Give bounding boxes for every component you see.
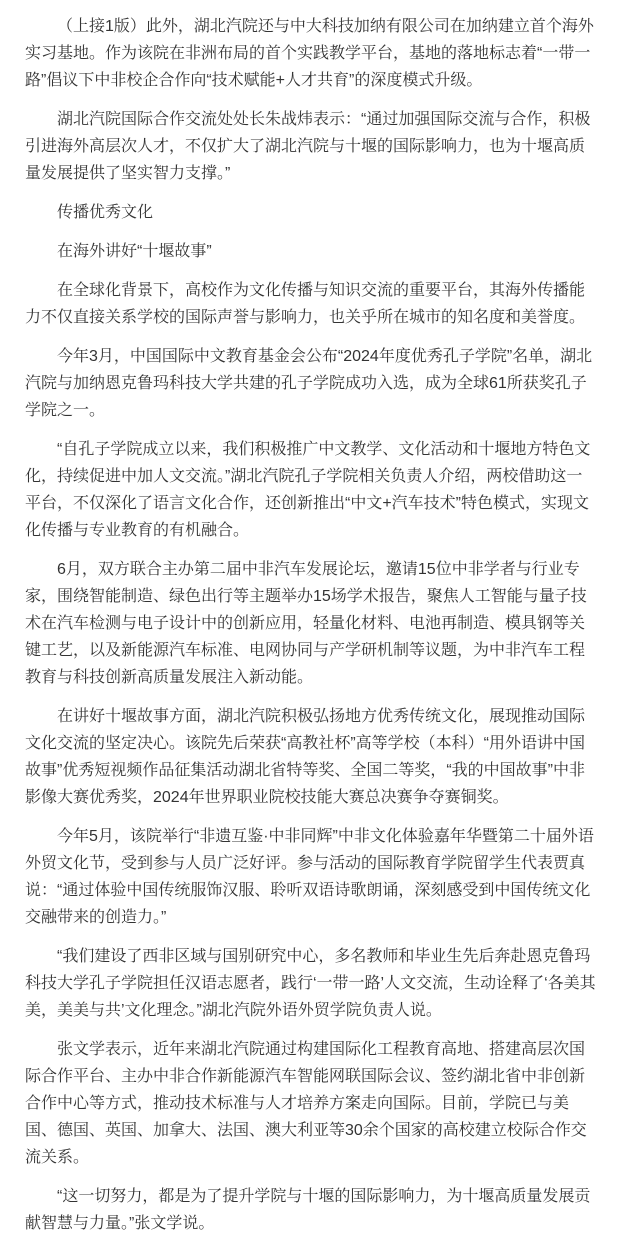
article-paragraph: “我们建设了西非区域与国别研究中心，多名教师和毕业生先后奔赴恩克鲁玛科技大学孔子学院担任汉语志愿者，践行‘一带一路’人文交流，生动诠释了‘各美其美，美美与共’文化理念。”湖北汽院外语外贸学院负责人说。: [25, 948, 596, 1019]
article-paragraph: 今年5月，该院举行“非遗互鉴·中非同辉”中非文化体验嘉年华暨第二十届外语外贸文化节，受到参与人员广泛好评。参与活动的国际教育学院留学生代表贾真说：“通过体验中国传统服饰汉服、聆听双语诗歌朗诵，深刻感受到中国传统文化交融带来的创造力。”: [25, 828, 594, 926]
article-paragraph: 6月，双方联合主办第二届中非汽车发展论坛，邀请15位中非学者与行业专家，围绕智能制造、绿色出行等主题举办15场学术报告，聚焦人工智能与量子技术在汽车检测与电子设计中的创新应用，轻量化材料、电池再制造、模具钢等关键工艺，以及新能源汽车标准、电网协同与产学研机制等议题，为中非汽车工程教育与科技创新高质量发展注入新动能。: [25, 561, 587, 686]
article-paragraph: “这一切努力，都是为了提升学院与十堰的国际影响力，为十堰高质量发展贡献智慧与力量。”张文学说。: [25, 1188, 591, 1232]
article-paragraph: 在讲好十堰故事方面，湖北汽院积极弘扬地方优秀传统文化，展现推动国际文化交流的坚定决心。该院先后荣获“高教社杯”高等学校（本科）“用外语讲中国故事”优秀短视频作品征集活动湖北省特等奖、全国二等奖，“我的中国故事”中非影像大赛优秀奖，2024年世界职业院校技能大赛总决赛争夺赛铜奖。: [25, 708, 586, 806]
article-paragraph: 张文学表示，近年来湖北汽院通过构建国际化工程教育高地、搭建高层次国际合作平台、主办中非合作新能源汽车智能网联国际会议、签约湖北省中非创新合作中心等方式，推动技术标准与人才培养方案走向国际。目前，学院已与美国、德国、英国、加拿大、法国、澳大利亚等30余个国家的高校建立校际合作交流关系。: [25, 1041, 587, 1166]
section-heading: 传播优秀文化: [57, 204, 154, 221]
article-paragraph: （上接1版）此外，湖北汽院还与中大科技加纳有限公司在加纳建立首个海外实习基地。作为该院在非洲布局的首个实践教学平台，基地的落地标志着“一带一路”倡议下中非校企合作向“技术赋能+人才共育”的深度模式升级。: [25, 18, 594, 89]
article-paragraph: “自孔子学院成立以来，我们积极推广中文教学、文化活动和十堰地方特色文化，持续促进中加人文交流。”湖北汽院孔子学院相关负责人介绍，两校借助这一平台，不仅深化了语言文化合作，还创新推出“中文+汽车技术”特色模式，实现文化传播与专业教育的有机融合。: [25, 441, 591, 539]
article-paragraph: 今年3月，中国国际中文教育基金会公布“2024年度优秀孔子学院”名单，湖北汽院与加纳恩克鲁玛科技大学共建的孔子学院成功入选，成为全球61所获奖孔子学院之一。: [25, 348, 593, 419]
article-paragraph: 在全球化背景下，高校作为文化传播与知识交流的重要平台，其海外传播能力不仅直接关系学校的国际声誉与影响力，也关乎所在城市的知名度和美誉度。: [25, 282, 586, 326]
article-body: [25, 13, 596, 1237]
article-paragraph: 湖北汽院国际合作交流处处长朱战炜表示：“通过加强国际交流与合作，积极引进海外高层次人才，不仅扩大了湖北汽院与十堰的国际影响力，也为十堰高质量发展提供了坚实智力支撑。”: [25, 111, 591, 182]
section-heading: 在海外讲好“十堰故事”: [57, 243, 212, 260]
